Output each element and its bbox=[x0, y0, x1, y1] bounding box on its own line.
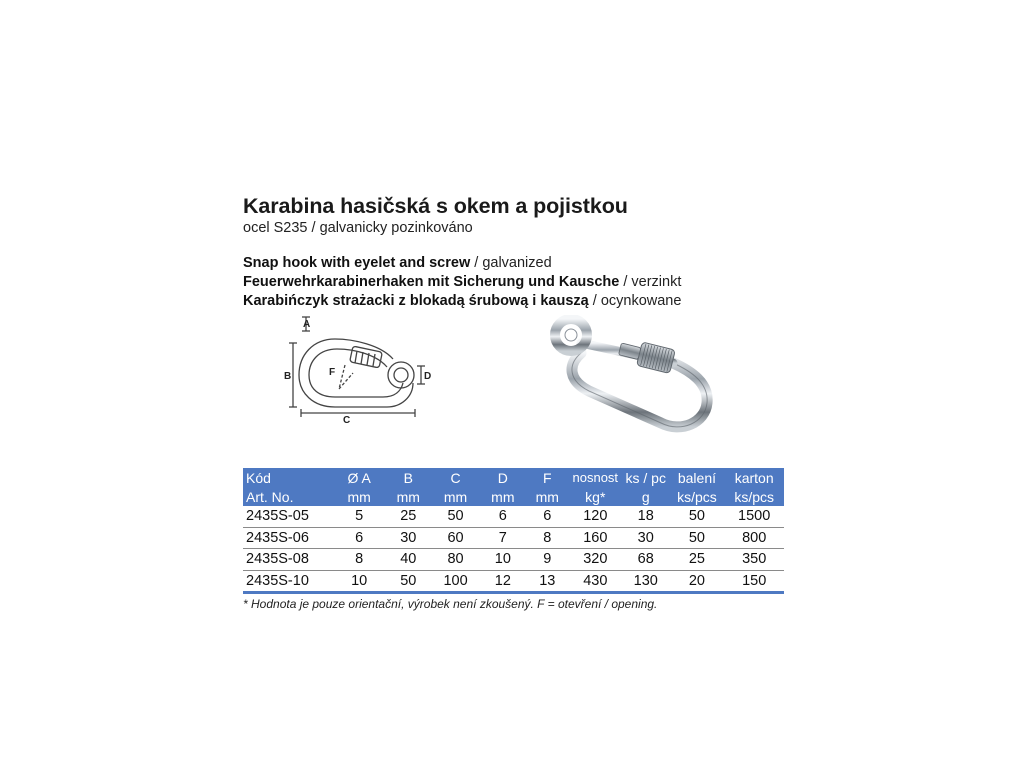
table-cell: 50 bbox=[688, 508, 705, 525]
table-cell: 800 bbox=[742, 529, 767, 546]
table-cell: 2435S-06 bbox=[246, 529, 309, 546]
name-english bbox=[243, 254, 788, 273]
table-row bbox=[243, 527, 784, 549]
name-suffix: / galvanized bbox=[470, 255, 552, 271]
header-cell: mm bbox=[333, 487, 385, 506]
header-cell: mm bbox=[526, 487, 569, 506]
label-f: F bbox=[329, 367, 336, 378]
name-suffix: / ocynkowane bbox=[588, 293, 682, 309]
name-bold: Feuerwehrkarabinerhaken mit Sicherung und Kausche bbox=[243, 274, 620, 290]
table-cell: 2435S-10 bbox=[246, 572, 309, 589]
table-cell: 100 bbox=[443, 572, 468, 589]
table-row bbox=[243, 570, 784, 593]
label-d: D bbox=[424, 371, 432, 382]
table-cell: 320 bbox=[583, 551, 608, 568]
table-cell: 1500 bbox=[738, 508, 771, 525]
table-cell: 160 bbox=[583, 529, 608, 546]
header-cell: Art. No. bbox=[243, 487, 333, 506]
footnote: * Hodnota je pouze orientační, výrobek není zkoušený. F = otevření / opening. bbox=[243, 597, 658, 611]
table-cell: 40 bbox=[400, 551, 417, 568]
header-cell: ks / pc bbox=[622, 468, 669, 487]
name-suffix: / verzinkt bbox=[619, 274, 682, 290]
table-cell: 6 bbox=[355, 529, 364, 546]
header-cell: C bbox=[431, 468, 479, 487]
header-cell: ks/pcs bbox=[724, 487, 784, 506]
table-cell: 50 bbox=[400, 572, 417, 589]
table-cell: 60 bbox=[447, 529, 464, 546]
table-cell: 30 bbox=[637, 529, 654, 546]
name-polish bbox=[243, 292, 788, 311]
table-cell: 2435S-08 bbox=[246, 551, 309, 568]
table-cell: 25 bbox=[400, 508, 417, 525]
table-cell: 7 bbox=[498, 529, 507, 546]
header-cell: mm bbox=[431, 487, 479, 506]
table-cell: 18 bbox=[637, 508, 654, 525]
table-cell: 430 bbox=[583, 572, 608, 589]
header-cell: Ø A bbox=[333, 468, 385, 487]
name-bold: Snap hook with eyelet and screw bbox=[243, 255, 471, 271]
header-cell: B bbox=[385, 468, 431, 487]
table-cell: 5 bbox=[355, 508, 364, 525]
header-row-1 bbox=[243, 468, 784, 487]
table-cell: 150 bbox=[742, 572, 767, 589]
label-b: B bbox=[284, 371, 292, 382]
table-cell: 9 bbox=[543, 551, 552, 568]
header-cell: karton bbox=[724, 468, 784, 487]
name-german bbox=[243, 273, 788, 292]
table-cell: 68 bbox=[637, 551, 654, 568]
header-cell: balení bbox=[669, 468, 724, 487]
name-bold: Karabińczyk strażacki z blokadą śrubową i kauszą bbox=[243, 293, 589, 309]
table-cell: 8 bbox=[543, 529, 552, 546]
header-cell: F bbox=[526, 468, 569, 487]
table-cell: 8 bbox=[355, 551, 364, 568]
header-cell: mm bbox=[480, 487, 526, 506]
table-cell: 50 bbox=[688, 529, 705, 546]
table-row bbox=[243, 549, 784, 571]
table-cell: 50 bbox=[447, 508, 464, 525]
figures bbox=[243, 315, 788, 445]
product-photo bbox=[541, 315, 721, 433]
header-cell: nosnost bbox=[569, 468, 622, 487]
table-cell: 10 bbox=[351, 572, 368, 589]
table-cell: 80 bbox=[447, 551, 464, 568]
table-cell: 2435S-05 bbox=[246, 508, 309, 525]
table-cell: 20 bbox=[688, 572, 705, 589]
header-cell: ks/pcs bbox=[669, 487, 724, 506]
table-cell: 130 bbox=[633, 572, 658, 589]
table-cell: 13 bbox=[539, 572, 556, 589]
table-cell: 25 bbox=[688, 551, 705, 568]
header-cell: kg* bbox=[569, 487, 622, 506]
table-cell: 350 bbox=[742, 551, 767, 568]
product-subtitle: ocel S235 / galvanicky pozinkováno bbox=[243, 220, 473, 236]
product-sheet bbox=[243, 193, 788, 611]
table-cell: 10 bbox=[494, 551, 511, 568]
table-row bbox=[243, 506, 784, 527]
header-cell: g bbox=[622, 487, 669, 506]
table-cell: 12 bbox=[494, 572, 511, 589]
header-row-2 bbox=[243, 487, 784, 506]
table-cell: 120 bbox=[583, 508, 608, 525]
label-a: A bbox=[303, 319, 311, 330]
product-title: Karabina hasičská s okem a pojistkou bbox=[243, 194, 628, 218]
label-c: C bbox=[343, 415, 351, 425]
header-cell: mm bbox=[385, 487, 431, 506]
product-names bbox=[243, 254, 788, 311]
header-cell: Kód bbox=[243, 468, 333, 487]
table-cell: 6 bbox=[498, 508, 507, 525]
header-cell: D bbox=[480, 468, 526, 487]
table-cell: 30 bbox=[400, 529, 417, 546]
table-cell: 6 bbox=[543, 508, 552, 525]
dimension-drawing bbox=[283, 315, 443, 425]
spec-table bbox=[243, 468, 784, 594]
